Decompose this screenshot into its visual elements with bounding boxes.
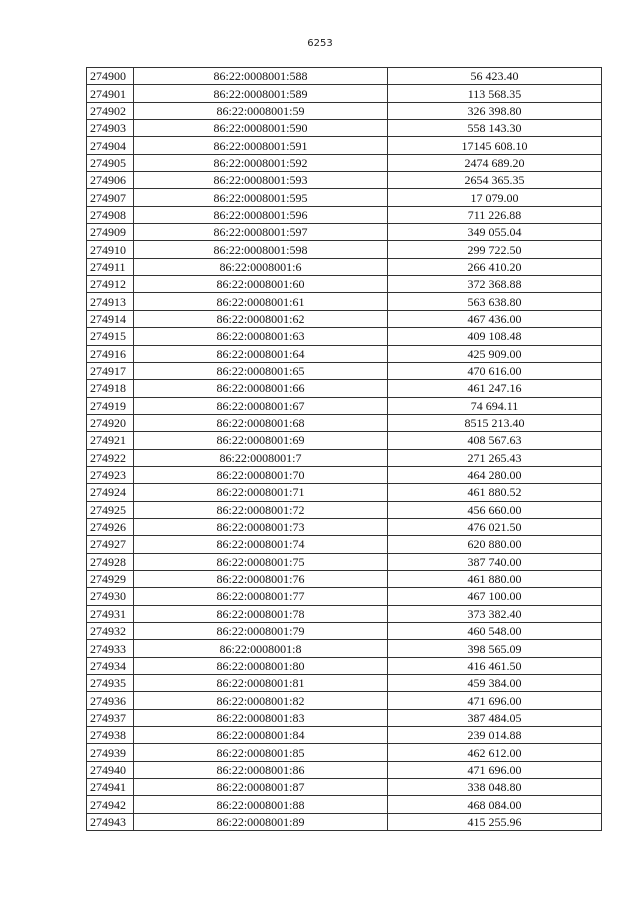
row-number-cell: 274900 <box>87 68 134 85</box>
cadastral-number-cell: 86:22:0008001:7 <box>134 449 388 466</box>
row-number-cell: 274902 <box>87 102 134 119</box>
table-body <box>87 68 602 831</box>
value-cell: 462 612.00 <box>388 744 602 761</box>
cadastral-number-cell: 86:22:0008001:77 <box>134 588 388 605</box>
row-number-cell: 274943 <box>87 813 134 830</box>
table-row <box>87 466 602 483</box>
table-row <box>87 276 602 293</box>
cadastral-number-cell: 86:22:0008001:76 <box>134 570 388 587</box>
cadastral-number-cell: 86:22:0008001:82 <box>134 692 388 709</box>
value-cell: 416 461.50 <box>388 657 602 674</box>
value-cell: 239 014.88 <box>388 727 602 744</box>
table-row <box>87 102 602 119</box>
cadastral-number-cell: 86:22:0008001:598 <box>134 241 388 258</box>
cadastral-number-cell: 86:22:0008001:63 <box>134 328 388 345</box>
table-row <box>87 120 602 137</box>
cadastral-number-cell: 86:22:0008001:60 <box>134 276 388 293</box>
cadastral-number-cell: 86:22:0008001:81 <box>134 675 388 692</box>
table-row <box>87 588 602 605</box>
table-row <box>87 605 602 622</box>
cadastral-number-cell: 86:22:0008001:593 <box>134 172 388 189</box>
value-cell: 468 084.00 <box>388 796 602 813</box>
value-cell: 408 567.63 <box>388 432 602 449</box>
table-row <box>87 796 602 813</box>
row-number-cell: 274936 <box>87 692 134 709</box>
row-number-cell: 274920 <box>87 414 134 431</box>
value-cell: 266 410.20 <box>388 258 602 275</box>
cadastral-number-cell: 86:22:0008001:588 <box>134 68 388 85</box>
cadastral-number-cell: 86:22:0008001:69 <box>134 432 388 449</box>
row-number-cell: 274925 <box>87 501 134 518</box>
value-cell: 2474 689.20 <box>388 154 602 171</box>
table-row <box>87 657 602 674</box>
table-row <box>87 137 602 154</box>
cadastral-number-cell: 86:22:0008001:72 <box>134 501 388 518</box>
cadastral-number-cell: 86:22:0008001:589 <box>134 85 388 102</box>
value-cell: 17145 608.10 <box>388 137 602 154</box>
row-number-cell: 274908 <box>87 206 134 223</box>
row-number-cell: 274921 <box>87 432 134 449</box>
value-cell: 558 143.30 <box>388 120 602 137</box>
table-row <box>87 362 602 379</box>
cadastral-number-cell: 86:22:0008001:88 <box>134 796 388 813</box>
table-row <box>87 432 602 449</box>
value-cell: 74 694.11 <box>388 397 602 414</box>
row-number-cell: 274916 <box>87 345 134 362</box>
row-number-cell: 274942 <box>87 796 134 813</box>
cadastral-number-cell: 86:22:0008001:61 <box>134 293 388 310</box>
table-row <box>87 675 602 692</box>
value-cell: 349 055.04 <box>388 224 602 241</box>
row-number-cell: 274931 <box>87 605 134 622</box>
row-number-cell: 274934 <box>87 657 134 674</box>
value-cell: 338 048.80 <box>388 779 602 796</box>
row-number-cell: 274927 <box>87 536 134 553</box>
value-cell: 467 436.00 <box>388 310 602 327</box>
row-number-cell: 274937 <box>87 709 134 726</box>
table-row <box>87 345 602 362</box>
value-cell: 425 909.00 <box>388 345 602 362</box>
table-row <box>87 779 602 796</box>
value-cell: 461 880.00 <box>388 570 602 587</box>
row-number-cell: 274918 <box>87 380 134 397</box>
table-row <box>87 154 602 171</box>
table-row <box>87 241 602 258</box>
cadastral-number-cell: 86:22:0008001:595 <box>134 189 388 206</box>
row-number-cell: 274915 <box>87 328 134 345</box>
table-row <box>87 414 602 431</box>
value-cell: 409 108.48 <box>388 328 602 345</box>
row-number-cell: 274917 <box>87 362 134 379</box>
row-number-cell: 274912 <box>87 276 134 293</box>
value-cell: 563 638.80 <box>388 293 602 310</box>
cadastral-number-cell: 86:22:0008001:62 <box>134 310 388 327</box>
value-cell: 467 100.00 <box>388 588 602 605</box>
table-row <box>87 328 602 345</box>
cadastral-number-cell: 86:22:0008001:70 <box>134 466 388 483</box>
row-number-cell: 274919 <box>87 397 134 414</box>
table-row <box>87 501 602 518</box>
value-cell: 415 255.96 <box>388 813 602 830</box>
table-row <box>87 709 602 726</box>
row-number-cell: 274922 <box>87 449 134 466</box>
value-cell: 299 722.50 <box>388 241 602 258</box>
table-row <box>87 206 602 223</box>
cadastral-number-cell: 86:22:0008001:66 <box>134 380 388 397</box>
table-row <box>87 189 602 206</box>
row-number-cell: 274940 <box>87 761 134 778</box>
cadastral-number-cell: 86:22:0008001:75 <box>134 553 388 570</box>
value-cell: 620 880.00 <box>388 536 602 553</box>
page-number: 6253 <box>307 38 333 49</box>
value-cell: 387 740.00 <box>388 553 602 570</box>
cadastral-number-cell: 86:22:0008001:89 <box>134 813 388 830</box>
value-cell: 271 265.43 <box>388 449 602 466</box>
cadastral-number-cell: 86:22:0008001:591 <box>134 137 388 154</box>
table-row <box>87 570 602 587</box>
cadastral-number-cell: 86:22:0008001:597 <box>134 224 388 241</box>
row-number-cell: 274930 <box>87 588 134 605</box>
row-number-cell: 274910 <box>87 241 134 258</box>
row-number-cell: 274933 <box>87 640 134 657</box>
value-cell: 387 484.05 <box>388 709 602 726</box>
table-row <box>87 258 602 275</box>
row-number-cell: 274901 <box>87 85 134 102</box>
table-row <box>87 623 602 640</box>
table-row <box>87 761 602 778</box>
table-row <box>87 397 602 414</box>
value-cell: 398 565.09 <box>388 640 602 657</box>
cadastral-number-cell: 86:22:0008001:68 <box>134 414 388 431</box>
table-row <box>87 692 602 709</box>
table-row <box>87 640 602 657</box>
cadastral-value-table <box>86 67 602 831</box>
cadastral-number-cell: 86:22:0008001:84 <box>134 727 388 744</box>
row-number-cell: 274932 <box>87 623 134 640</box>
row-number-cell: 274913 <box>87 293 134 310</box>
table-row <box>87 553 602 570</box>
value-cell: 373 382.40 <box>388 605 602 622</box>
table-row <box>87 744 602 761</box>
table-row <box>87 536 602 553</box>
value-cell: 464 280.00 <box>388 466 602 483</box>
cadastral-number-cell: 86:22:0008001:86 <box>134 761 388 778</box>
row-number-cell: 274941 <box>87 779 134 796</box>
cadastral-number-cell: 86:22:0008001:592 <box>134 154 388 171</box>
cadastral-number-cell: 86:22:0008001:74 <box>134 536 388 553</box>
cadastral-number-cell: 86:22:0008001:8 <box>134 640 388 657</box>
value-cell: 470 616.00 <box>388 362 602 379</box>
row-number-cell: 274904 <box>87 137 134 154</box>
row-number-cell: 274928 <box>87 553 134 570</box>
cadastral-number-cell: 86:22:0008001:596 <box>134 206 388 223</box>
row-number-cell: 274924 <box>87 484 134 501</box>
value-cell: 456 660.00 <box>388 501 602 518</box>
value-cell: 471 696.00 <box>388 761 602 778</box>
value-cell: 711 226.88 <box>388 206 602 223</box>
row-number-cell: 274923 <box>87 466 134 483</box>
cadastral-number-cell: 86:22:0008001:6 <box>134 258 388 275</box>
cadastral-number-cell: 86:22:0008001:71 <box>134 484 388 501</box>
table-row <box>87 310 602 327</box>
row-number-cell: 274935 <box>87 675 134 692</box>
table-row <box>87 518 602 535</box>
cadastral-number-cell: 86:22:0008001:65 <box>134 362 388 379</box>
row-number-cell: 274939 <box>87 744 134 761</box>
cadastral-number-cell: 86:22:0008001:73 <box>134 518 388 535</box>
table-row <box>87 484 602 501</box>
value-cell: 17 079.00 <box>388 189 602 206</box>
value-cell: 461 247.16 <box>388 380 602 397</box>
table-row <box>87 68 602 85</box>
row-number-cell: 274938 <box>87 727 134 744</box>
cadastral-number-cell: 86:22:0008001:87 <box>134 779 388 796</box>
value-cell: 476 021.50 <box>388 518 602 535</box>
row-number-cell: 274929 <box>87 570 134 587</box>
row-number-cell: 274914 <box>87 310 134 327</box>
cadastral-number-cell: 86:22:0008001:85 <box>134 744 388 761</box>
value-cell: 2654 365.35 <box>388 172 602 189</box>
cadastral-number-cell: 86:22:0008001:59 <box>134 102 388 119</box>
value-cell: 113 568.35 <box>388 85 602 102</box>
row-number-cell: 274905 <box>87 154 134 171</box>
cadastral-number-cell: 86:22:0008001:64 <box>134 345 388 362</box>
value-cell: 372 368.88 <box>388 276 602 293</box>
row-number-cell: 274909 <box>87 224 134 241</box>
row-number-cell: 274906 <box>87 172 134 189</box>
cadastral-number-cell: 86:22:0008001:590 <box>134 120 388 137</box>
cadastral-number-cell: 86:22:0008001:80 <box>134 657 388 674</box>
cadastral-number-cell: 86:22:0008001:79 <box>134 623 388 640</box>
value-cell: 8515 213.40 <box>388 414 602 431</box>
table-row <box>87 813 602 830</box>
row-number-cell: 274911 <box>87 258 134 275</box>
table-row <box>87 380 602 397</box>
value-cell: 326 398.80 <box>388 102 602 119</box>
table-row <box>87 727 602 744</box>
value-cell: 459 384.00 <box>388 675 602 692</box>
value-cell: 461 880.52 <box>388 484 602 501</box>
row-number-cell: 274907 <box>87 189 134 206</box>
table-row <box>87 293 602 310</box>
table-row <box>87 172 602 189</box>
table-row <box>87 85 602 102</box>
table-row <box>87 449 602 466</box>
cadastral-number-cell: 86:22:0008001:67 <box>134 397 388 414</box>
table-row <box>87 224 602 241</box>
cadastral-number-cell: 86:22:0008001:78 <box>134 605 388 622</box>
cadastral-number-cell: 86:22:0008001:83 <box>134 709 388 726</box>
value-cell: 460 548.00 <box>388 623 602 640</box>
row-number-cell: 274926 <box>87 518 134 535</box>
row-number-cell: 274903 <box>87 120 134 137</box>
value-cell: 471 696.00 <box>388 692 602 709</box>
value-cell: 56 423.40 <box>388 68 602 85</box>
